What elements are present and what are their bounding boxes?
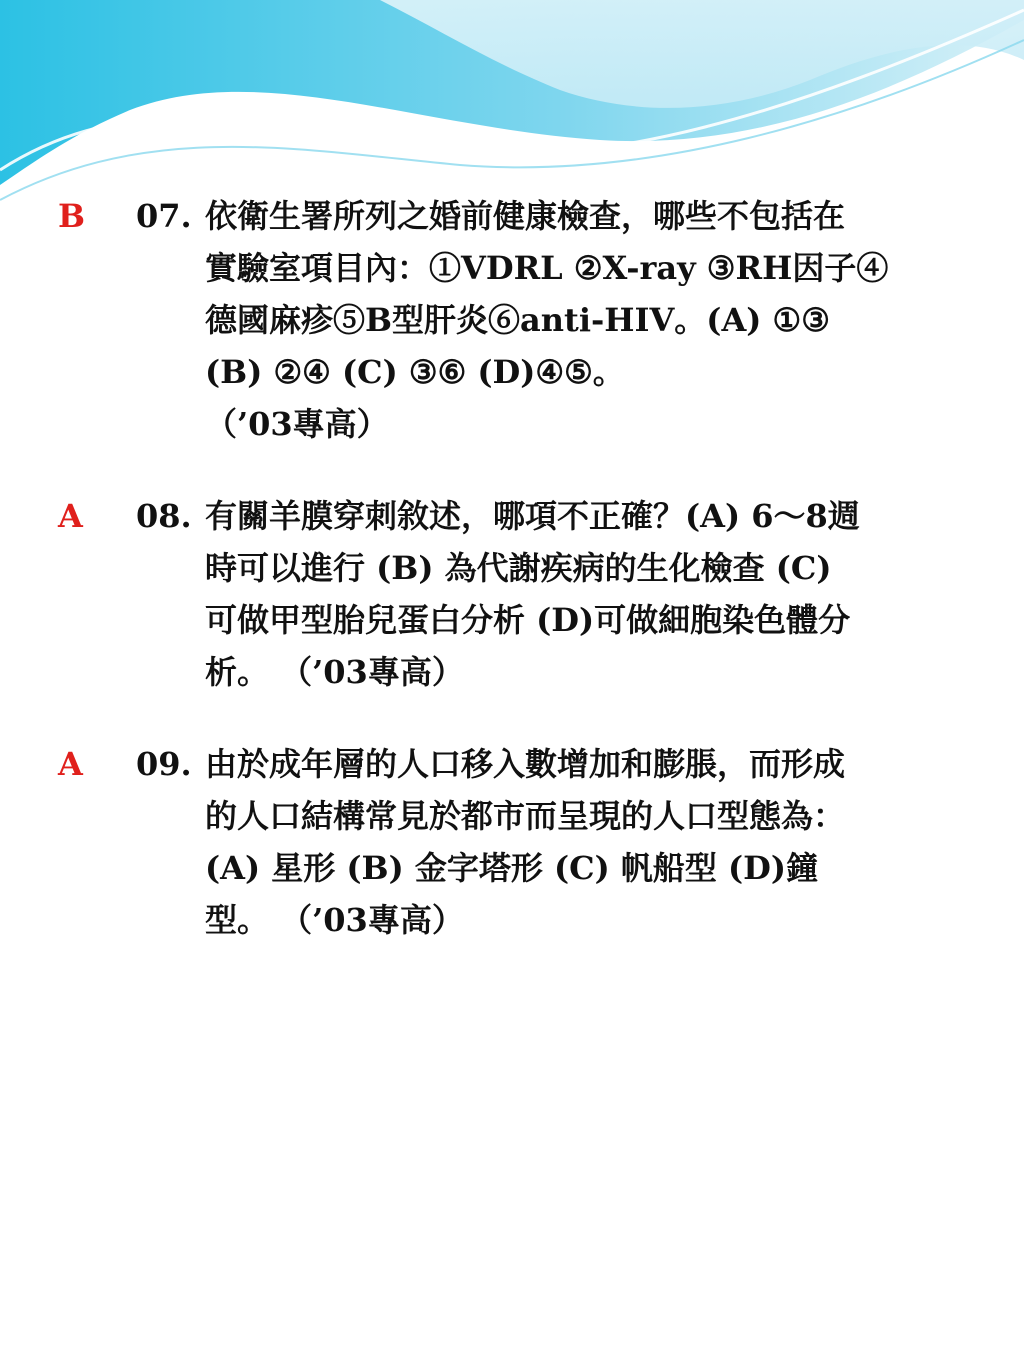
question-number: 09. bbox=[136, 745, 192, 783]
question-line: 型。 （’03專高） bbox=[205, 901, 464, 939]
question-line: 由於成年層的人口移入數增加和膨脹，而形成 bbox=[205, 745, 846, 783]
question-line: 依衛生署所列之婚前健康檢查，哪些不包括在 bbox=[205, 197, 846, 235]
answer-key: A bbox=[58, 745, 83, 783]
question-line: 有關羊膜穿刺敘述，哪項不正確？(A) 6～8週 bbox=[205, 497, 860, 535]
question-line: （’03專高） bbox=[205, 405, 389, 443]
question-list bbox=[0, 190, 1024, 986]
question-line: 實驗室項目內：①VDRL ②X-ray ③RH因子④ bbox=[205, 249, 889, 287]
answer-key: B bbox=[58, 197, 86, 235]
question-item-07 bbox=[0, 190, 1024, 450]
question-line: 德國麻疹⑤B型肝炎⑥anti-HIV。(A) ①③ bbox=[205, 301, 830, 339]
question-text bbox=[205, 490, 985, 698]
question-text bbox=[205, 738, 985, 946]
question-item-09 bbox=[0, 738, 1024, 946]
question-number: 07. bbox=[136, 197, 192, 235]
question-line: 可做甲型胎兒蛋白分析 (D)可做細胞染色體分 bbox=[205, 601, 851, 639]
answer-key: A bbox=[58, 497, 83, 535]
header-wave-decoration bbox=[0, 0, 1024, 210]
question-line: 析。 （’03專高） bbox=[205, 653, 464, 691]
question-line: (A) 星形 (B) 金字塔形 (C) 帆船型 (D)鐘 bbox=[205, 849, 819, 887]
question-line: 時可以進行 (B) 為代謝疾病的生化檢查 (C) bbox=[205, 549, 832, 587]
question-text bbox=[205, 190, 985, 450]
question-line: 的人口結構常見於都市而呈現的人口型態為： bbox=[205, 797, 846, 835]
question-item-08 bbox=[0, 490, 1024, 698]
question-number: 08. bbox=[136, 497, 192, 535]
question-line: (B) ②④ (C) ③⑥ (D)④⑤。 bbox=[205, 353, 625, 391]
